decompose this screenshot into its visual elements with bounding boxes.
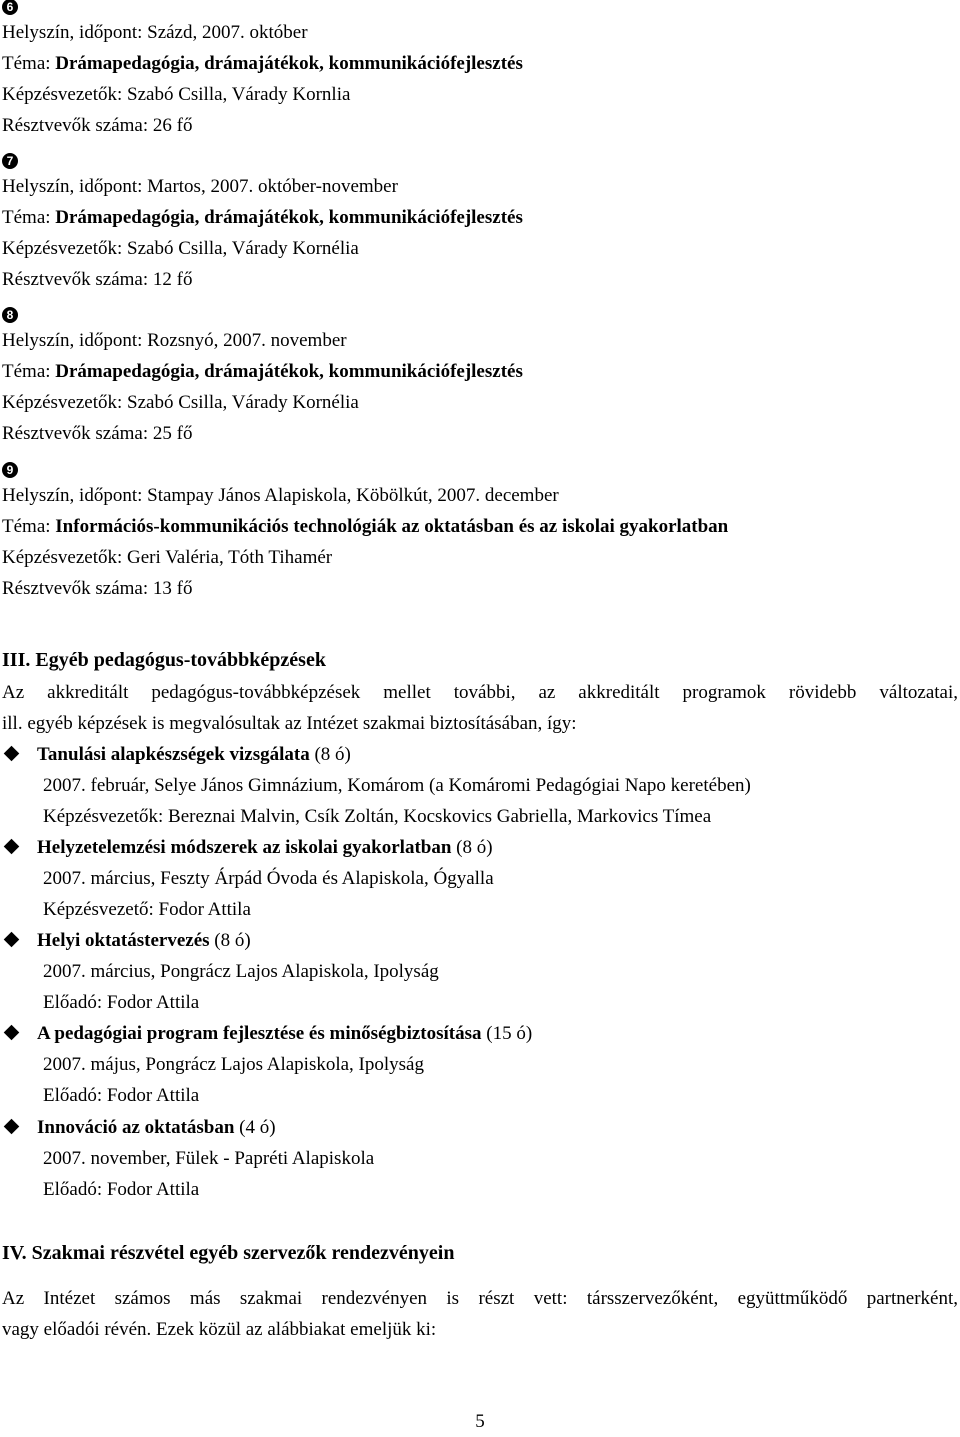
diamond-bullet-icon [4,1025,20,1041]
entry-participants: Résztvevők száma: 26 fő [2,115,193,136]
training-entry [2,148,952,295]
entry-participants: Résztvevők száma: 12 fő [2,269,193,290]
section-intro: Az akkreditált pedagógus-továbbképzések mellet további, az akkreditált programok rövidebb változatai, ill. egyéb képzések is megvalósultak az Intézet szakmai biztosításában, így: [2,682,958,734]
entry-place: Helyszín, időpont: Rozsnyó, 2007. november [2,330,347,351]
section-heading: IV. Szakmai részvétel egyéb szervezők rendezvényein [2,1242,455,1264]
list-item: Tanulási alapkészségek vizsgálata (8 ó) 2007. február, Selye János Gimnázium, Komárom (a Komáromi Pedagógiai Napo keretében) Képzésvezetők: Bereznai Malvin, Csík Zoltán, Kocskovics Gabriella, Markovics Tímea [2,739,942,832]
entry-topic: Téma: Drámapedagógia, drámajátékok, kommunikációfejlesztés [2,361,523,382]
numbered-circle-icon: 8 [2,307,18,323]
numbered-circle-icon: 7 [2,153,18,169]
training-entry [2,457,952,604]
page-number: 5 [475,1411,485,1432]
diamond-bullet-icon [4,932,20,948]
list-item: Innováció az oktatásban (4 ó) 2007. november, Fülek - Papréti Alapiskola Előadó: Fodor Attila [2,1112,942,1205]
entry-trainers: Képzésvezetők: Szabó Csilla, Várady Kornélia [2,392,359,413]
entry-place: Helyszín, időpont: Százd, 2007. október [2,22,308,43]
entry-trainers: Képzésvezetők: Geri Valéria, Tóth Tihamér [2,547,333,568]
entry-topic: Téma: Drámapedagógia, drámajátékok, kommunikációfejlesztés [2,53,523,74]
entry-trainers: Képzésvezetők: Szabó Csilla, Várady Kornlia [2,84,351,105]
entry-topic: Téma: Drámapedagógia, drámajátékok, kommunikációfejlesztés [2,207,523,228]
numbered-circle-icon: 6 [2,0,18,15]
training-entry [2,302,952,449]
entry-participants: Résztvevők száma: 25 fő [2,423,193,444]
training-entry [2,0,952,141]
diamond-bullet-icon [4,746,20,762]
diamond-bullet-icon [4,1119,20,1135]
list-item: Helyzetelemzési módszerek az iskolai gyakorlatban (8 ó) 2007. március, Feszty Árpád Óvoda és Alapiskola, Ógyalla Képzésvezető: Fodor Attila [2,832,942,925]
entry-participants: Résztvevők száma: 13 fő [2,578,193,599]
numbered-circle-icon: 9 [2,462,18,478]
list-item: A pedagógiai program fejlesztése és minőségbiztosítása (15 ó) 2007. május, Pongrácz Lajos Alapiskola, Ipolyság Előadó: Fodor Attila [2,1018,942,1111]
entry-place: Helyszín, időpont: Stampay János Alapiskola, Köbölkút, 2007. december [2,485,559,506]
diamond-bullet-icon [4,839,20,855]
list-item: Helyi oktatástervezés (8 ó) 2007. március, Pongrácz Lajos Alapiskola, Ipolyság Előadó: Fodor Attila [2,925,942,1018]
section-heading: III. Egyéb pedagógus-továbbképzések [2,649,326,671]
section-paragraph: Az Intézet számos más szakmai rendezvényen is részt vett: társszervezőként, együttműködő partnerként, vagy előadói révén. Ezek közül az alábbiakat emeljük ki: [2,1288,958,1340]
entry-place: Helyszín, időpont: Martos, 2007. október-november [2,176,398,197]
entry-trainers: Képzésvezetők: Szabó Csilla, Várady Kornélia [2,238,359,259]
entry-topic: Téma: Információs-kommunikációs technológiák az oktatásban és az iskolai gyakorlatban [2,516,729,537]
